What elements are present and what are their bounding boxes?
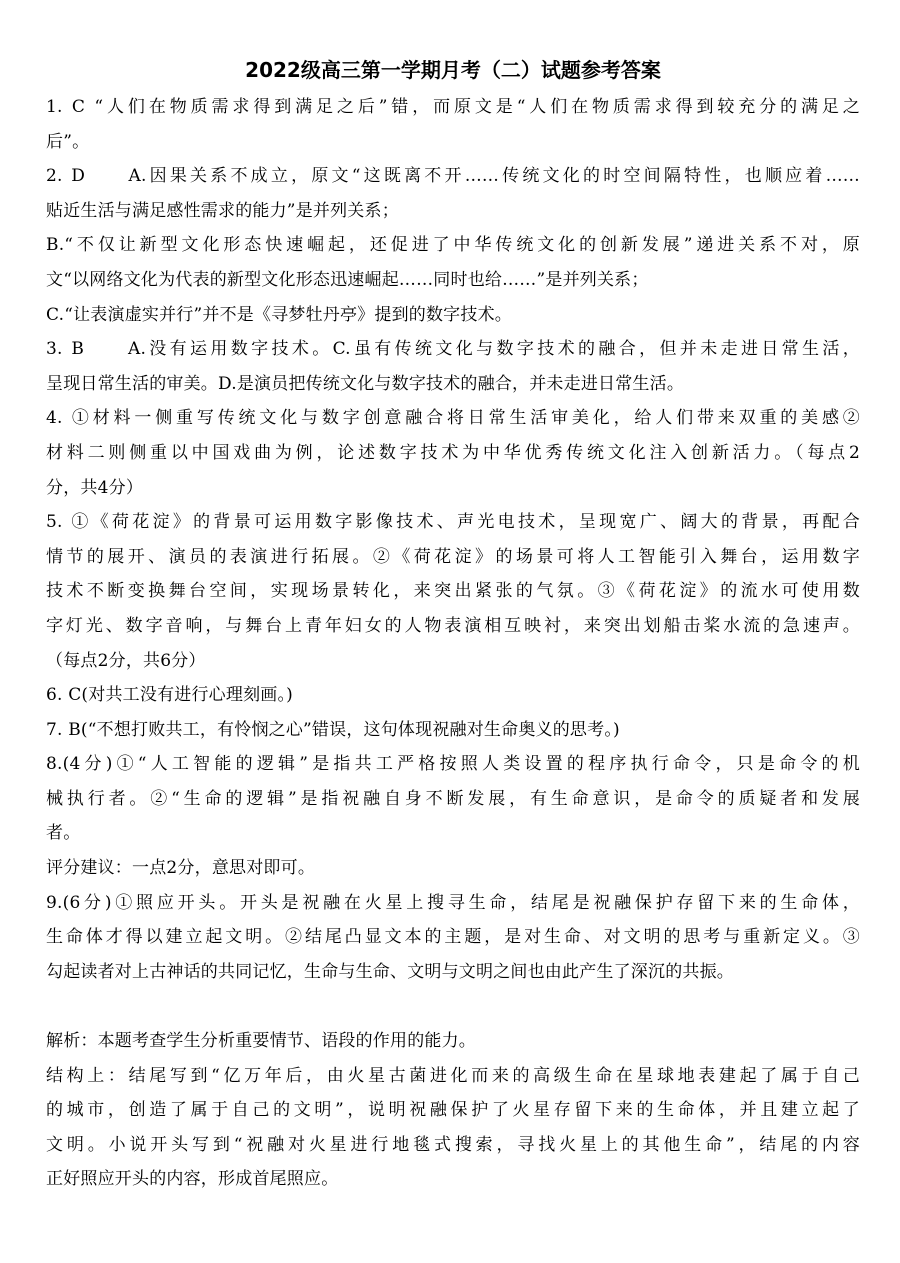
text-line: 者。	[46, 823, 81, 844]
text-line: 械执行者。②“生命的逻辑”是指祝融自身不断发展，有生命意识，是命令的质疑者和发展	[46, 788, 860, 809]
text-line: 呈现日常生活的审美。D.是演员把传统文化与数字技术的融合，并未走进日常生活。	[46, 373, 685, 394]
text-line: 3. B A.没有运用数字技术。C.虽有传统文化与数字技术的融合，但并未走进日常生活，	[46, 339, 860, 360]
text-line: 后”。	[46, 131, 90, 152]
text-line: 解析：本题考查学生分析重要情节、语段的作用的能力。	[46, 1031, 476, 1052]
text-line: 7. B(“不想打败共工，有怜悯之心”错误，这句体现祝融对生命奥义的思考。)	[46, 719, 620, 740]
text-line: 8.(4分)①“人工智能的逻辑”是指共工严格按照人类设置的程序执行命令，只是命令的机	[46, 754, 860, 775]
text-line: 贴近生活与满足感性需求的能力”是并列关系；	[46, 200, 399, 221]
text-line: 正好照应开头的内容，形成首尾照应。	[46, 1169, 339, 1190]
text-line: 生命体才得以建立起文明。②结尾凸显文本的主题，是对生命、对文明的思考与重新定义。③	[46, 927, 860, 948]
text-line: 技术不断变换舞台空间，实现场景转化，来突出紧张的气氛。③《荷花淀》的流水可使用数	[46, 581, 860, 602]
document-title: 2022级高三第一学期月考（二）试题参考答案	[245, 58, 661, 82]
text-line: C.“让表演虚实并行”并不是《寻梦牡丹亭》提到的数字技术。	[46, 304, 512, 325]
answer-body	[46, 90, 860, 1197]
text-line: 勾起读者对上古神话的共同记忆，生命与生命、文明与文明之间也由此产生了深沉的共振。	[46, 961, 734, 982]
text-line: 分，共4分）	[46, 477, 144, 498]
text-line: 2. D A.因果关系不成立，原文“这既离不开……传统文化的时空间隔特性，也顺应着……	[46, 166, 860, 187]
text-line: 评分建议：一点2分，意思对即可。	[46, 858, 316, 879]
text-line: 字灯光、数字音响，与舞台上青年妇女的人物表演相互映衬，来突出划船击桨水流的急速声。	[46, 615, 860, 636]
blank-line	[46, 989, 860, 1024]
text-line: 文“以网络文化为代表的新型文化形态迅速崛起……同时也给……”是并列关系；	[46, 269, 649, 290]
text-line: 1. C “人们在物质需求得到满足之后”错，而原文是“人们在物质需求得到较充分的满足之	[46, 97, 860, 117]
text-line: 的城市，创造了属于自己的文明”，说明祝融保护了火星存留下来的生命体，并且建立起了	[46, 1100, 860, 1121]
text-line: 结构上：结尾写到“亿万年后，由火星古菌进化而来的高级生命在星球地表建起了属于自己	[46, 1065, 860, 1086]
text-line: B.“不仅让新型文化形态快速崛起，还促进了中华传统文化的创新发展”递进关系不对，原	[46, 235, 860, 256]
text-line: 5. ①《荷花淀》的背景可运用数字影像技术、声光电技术，呈现宽广、阔大的背景，再配合	[46, 512, 860, 533]
text-line: 文明。小说开头写到“祝融对火星进行地毯式搜索，寻找火星上的其他生命”，结尾的内容	[46, 1134, 860, 1155]
text-line: （每点2分，共6分）	[46, 650, 206, 671]
text-line: 6. C(对共工没有进行心理刻画。)	[46, 685, 293, 706]
text-line: 4. ①材料一侧重写传统文化与数字创意融合将日常生活审美化，给人们带来双重的美感②	[46, 408, 860, 429]
text-line: 9.(6分)①照应开头。开头是祝融在火星上搜寻生命，结尾是祝融保护存留下来的生命体，	[46, 892, 860, 913]
text-line: 情节的展开、演员的表演进行拓展。②《荷花淀》的场景可将人工智能引入舞台，运用数字	[46, 546, 860, 567]
text-line: 材料二则侧重以中国戏曲为例，论述数字技术为中华优秀传统文化注入创新活力。（每点2	[46, 442, 860, 463]
